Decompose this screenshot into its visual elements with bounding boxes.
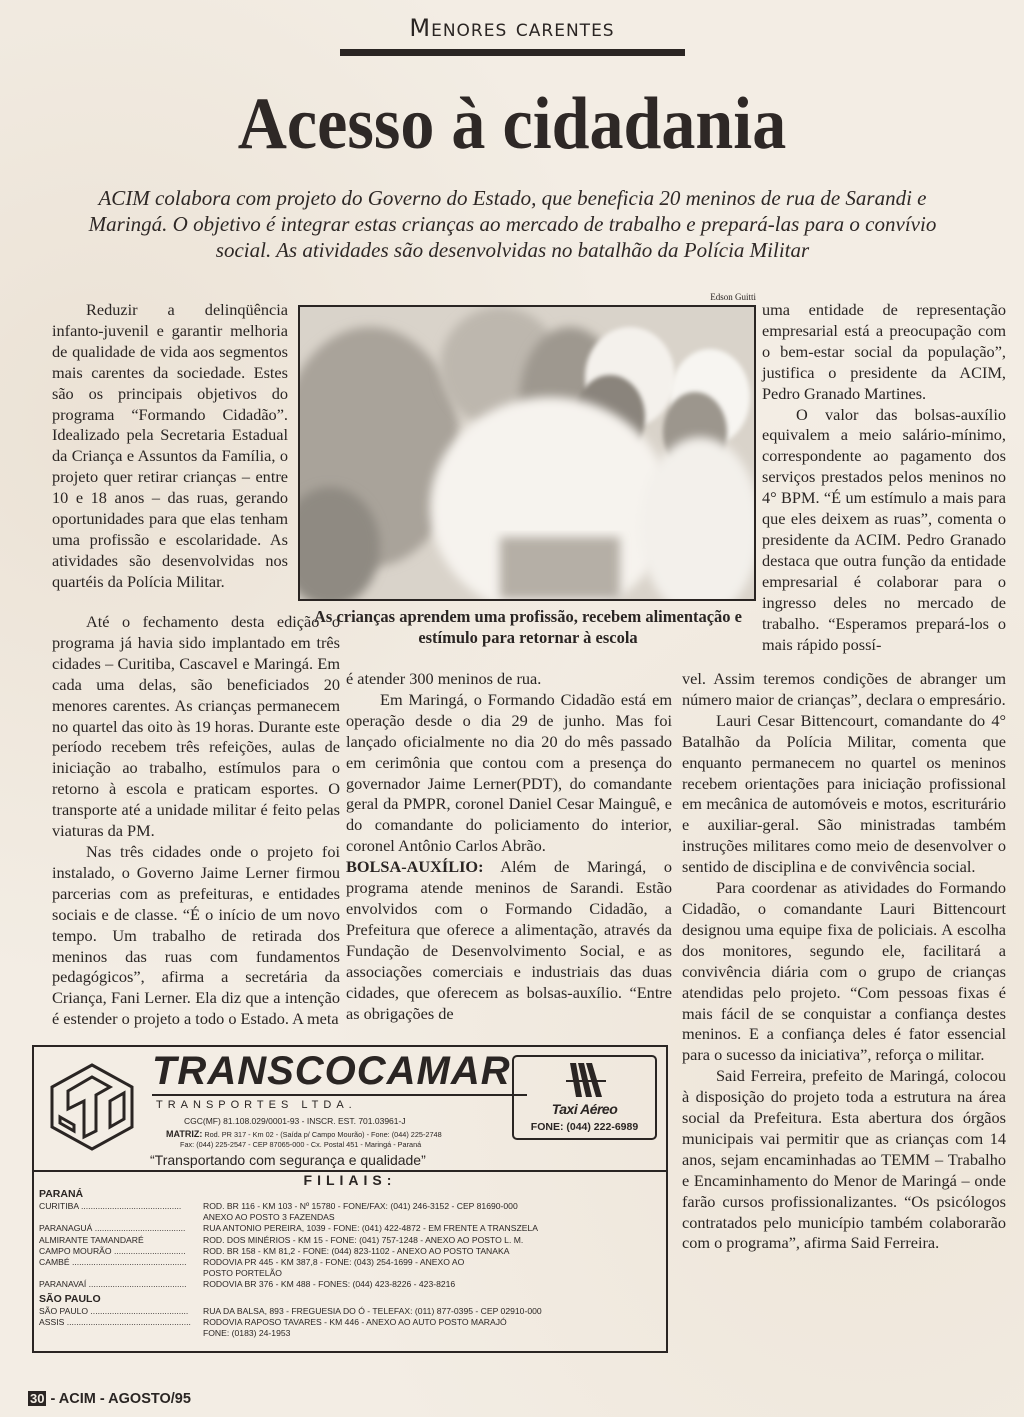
branch-city: SÃO PAULO .........................................	[39, 1305, 189, 1316]
article-column-3	[762, 300, 1006, 655]
branch-city: PARANAVAÍ .........................................	[39, 1279, 187, 1290]
article-column-1-lower	[52, 612, 340, 1030]
branch-address: ROD. DOS MINÉRIOS - KM 15 - FONE: (041) 757-1248 - ANEXO AO POSTO L. M.	[203, 1234, 524, 1245]
branch-address: ROD. BR 116 - KM 103 - Nº 15780 - FONE/FAX: (041) 246-3152 - CEP 81690-000 ANEXO AO POSTO 3 FAZENDAS	[203, 1201, 518, 1223]
transcocamar-logo-icon	[48, 1061, 136, 1153]
article-paragraph: Até o fechamento desta edição o programa já havia sido implantado em três cidades – Curitiba, Cascavel e Maringá. Em cada uma delas, são beneficiados 20 menores carentes. As crianças permanecem no quartel das oito às 19 horas. Durante este período recebem três refeições, aulas de iniciação ao trabalho, estímulos para o retorno à escola e praticam esportes. O transporte até a unidade militar é feito pelas viaturas da PM.	[52, 612, 341, 841]
article-photo	[298, 305, 756, 601]
children-photo-image	[300, 307, 754, 599]
page-footer	[28, 1391, 191, 1407]
branch-address: ROD. BR 158 - KM 81,2 - FONE: (044) 823-1102 - ANEXO AO POSTO TANAKA	[203, 1245, 510, 1256]
branch-row	[39, 1235, 661, 1246]
branch-city: ALMIRANTE TAMANDARÉ	[39, 1234, 144, 1245]
article-paragraph: Para coordenar as atividades do Formando Cidadão, o comandante Lauri Bittencourt designou uma equipe fixa de policiais. A escolha dos monitores, segundo ele, facilitará a convivência diária com o grupo de crianças atendidas pelo projeto. “Com pessoas fixas é mais fácil de se conquistar a confiança destes meninos. E a confiança deles é fator essencial para o sucesso da iniciativa”, reforça o militar.	[682, 878, 1006, 1065]
branch-address: RUA DA BALSA, 893 - FREGUESIA DO Ó - TELEFAX: (011) 877-0395 - CEP 02910-000	[203, 1305, 542, 1316]
state-heading: PARANÁ	[39, 1188, 84, 1200]
article-paragraph: Lauri Cesar Bittencourt, comandante do 4° Batalhão da Polícia Militar, comenta que enquanto permanecem no quartel os meninos recebem orientações para iniciação profissional em mecânica de automóveis e motos, escriturário e auxiliar-geral. São ministradas também instruções militares como meio de desenvolver o sentido de disciplina e de convivência social.	[682, 710, 1006, 877]
matriz-address: Rod. PR 317 - Km 02 - (Saída p/ Campo Mourão) - Fone: (044) 225-2748	[202, 1130, 442, 1139]
branch-city: CAMBÉ ................................................	[39, 1257, 187, 1268]
matriz-label: MATRIZ:	[166, 1129, 203, 1139]
branch-city: CURITIBA ..........................................	[39, 1201, 182, 1211]
article-paragraph: Nas três cidades onde o projeto foi instalado, o Governo Jaime Lerner firmou parcerias com as prefeituras, e entidades sociais e de classe. “É o início de um novo tempo. Um trabalho de retirada dos meninos das ruas com fundamentos pedagógicos”, afirma a secretária da Criança, Fani Lerner. Ela diz que a intenção é estender o projeto a todo o Estado. A meta	[52, 841, 340, 1029]
taxi-aereo-box	[512, 1055, 657, 1140]
branch-row	[39, 1317, 661, 1339]
branch-address: RODOVIA RAPOSO TAVARES - KM 446 - ANEXO AO AUTO POSTO MARAJÓ FONE: (0183) 24-1953	[203, 1316, 507, 1339]
taxi-aereo-logo-icon	[566, 1061, 606, 1099]
paragraph-text: Além de Maringá, o programa atende meninos de Sarandi. Estão envolvidos com o Formando Cidadão, a Prefeitura que oferece a alimentação, através da Fundação de Desenvolvimento Social, e as associações comerciais e industriais das duas cidades, que oferecem as bolsas-auxílio. “Entre as obrigações de	[346, 857, 672, 1023]
section-label: Menores carentes	[409, 14, 615, 42]
branch-row	[39, 1246, 661, 1257]
branch-row	[39, 1257, 661, 1279]
state-heading: SÃO PAULO	[39, 1292, 101, 1305]
ad-slogan: “Transportando com segurança e qualidade”	[150, 1152, 426, 1168]
article-paragraph	[346, 857, 672, 1024]
ad-fax: Fax: (044) 225-2547 - CEP 87065-000 - Cx. Postal 451 - Maringá - Paraná	[180, 1140, 422, 1149]
headline: Acesso à cidadania	[237, 83, 787, 165]
ad-matriz	[166, 1129, 442, 1139]
deck: ACIM colabora com projeto do Governo do Estado, que beneficia 20 meninos de rua de Sarandi e Maringá. O objetivo é integrar estas crianças ao mercado de trabalho e prepará-las para o convívio social. As atividades são desenvolvidas no batalhão da Polícia Militar	[88, 186, 937, 262]
article-column-3-lower	[682, 669, 1006, 1254]
branch-address: RODOVIA PR 445 - KM 387,8 - FONE: (043) 254-1699 - ANEXO AO POSTO PORTELÃO	[203, 1257, 465, 1279]
ad-subtitle: TRANSPORTES LTDA.	[156, 1099, 357, 1111]
article-paragraph: O valor das bolsas-auxílio equivalem a meio salário-mínimo, correspondente ao pagamento dos serviços prestados pelos meninos no 4° BPM. “É um estímulo a mais para que eles deixem as ruas”, comenta o presidente da ACIM. Pedro Granado destaca que outra função da entidade empresarial é colaborar para o ingresso deles no mercado de trabalho. “Esperamos prepará-los o mais rápido possí-	[762, 404, 1006, 654]
photo-credit: Edson Guitti	[710, 292, 756, 302]
subhead-bolsa-auxilio: BOLSA-AUXÍLIO:	[346, 857, 484, 877]
branch-city: PARANAGUÁ ......................................	[39, 1223, 186, 1234]
article-paragraph: Em Maringá, o Formando Cidadão está em operação desde o dia 29 de junho. Mas foi lançado oficialmente no dia 20 do mês passado em cerimônia que contou com a presença do governador Jaime Lerner(PDT), do comandante geral da PMPR, coronel Daniel Cesar Mainguê, e do comandante do policiamento do interior, coronel Antônio Carlos Abrão.	[346, 689, 672, 856]
branch-list	[39, 1186, 661, 1339]
branch-row	[39, 1201, 661, 1223]
branch-city: ASSIS ....................................................	[39, 1316, 191, 1327]
article-column-2	[346, 669, 672, 1024]
branch-row	[39, 1223, 661, 1234]
article-column-1	[52, 300, 288, 593]
ad-cgc: CGC(MF) 81.108.029/0001-93 - INSCR. EST. 701.03961-J	[184, 1116, 406, 1126]
taxi-aereo-label: Taxi Aéreo	[551, 1101, 618, 1117]
branch-row	[39, 1279, 661, 1290]
article-paragraph: Said Ferreira, prefeito de Maringá, colocou à disposição do projeto toda a estrutura na área social da Prefeitura. Esta abertura dos órgãos municipais vai permitir que as crianças com 14 anos, sejam encaminhadas ao TEMM – Trabalho e Encaminhamento do Menor de Maringá – onde farão cursos profissionalizantes. “Os psicólogos contratados pelo município também colaborarão com o programa”, afirma Said Ferreira.	[682, 1066, 1006, 1253]
section-rule	[340, 49, 685, 56]
article-paragraph: uma entidade de representação empresarial está a preocupação com o bem-estar social da população”, justifica o presidente da ACIM, Pedro Granado Martines.	[762, 300, 1006, 403]
branch-address: RUA ANTONIO PEREIRA, 1039 - FONE: (041) 422-4872 - EM FRENTE A TRANSZELA	[203, 1223, 538, 1234]
branch-city: CAMPO MOURÃO ..............................	[39, 1245, 186, 1256]
branch-row	[39, 1306, 661, 1317]
photo-caption: As crianças aprendem uma profissão, recebem alimentação e estímulo para retornar à escola	[313, 607, 743, 647]
article-paragraph: Reduzir a delinqüência infanto-juvenil e garantir melhoria de qualidade de vida aos segmentos mais carentes da sociedade. Estes são os principais objetivos do programa “Formando Cidadão”. Idealizado pela Secretaria Estadual da Criança e Assuntos da Família, o projeto quer retirar crianças – entre 10 e 18 anos – das ruas, gerando oportunidades para que elas tenham uma profissão e escolaridade. As atividades são desenvolvidas nos quartéis da Polícia Militar.	[52, 300, 288, 591]
footer-text: - ACIM - AGOSTO/95	[50, 1391, 191, 1407]
article-paragraph: vel. Assim teremos condições de abranger um número maior de crianças”, declara o empresário.	[682, 669, 1006, 709]
filiais-title: FILIAIS:	[303, 1172, 397, 1188]
branch-address: RODOVIA BR 376 - KM 488 - FONES: (044) 423-8226 - 423-8216	[203, 1279, 456, 1290]
taxi-aereo-phone: FONE: (044) 222-6989	[530, 1121, 639, 1133]
ad-brand-name: TRANSCOCAMAR	[152, 1049, 511, 1093]
page-number: 30	[30, 1391, 45, 1406]
ad-brand-rule	[152, 1094, 527, 1096]
transcocamar-advertisement	[32, 1045, 668, 1353]
article-paragraph: é atender 300 meninos de rua.	[346, 669, 542, 688]
